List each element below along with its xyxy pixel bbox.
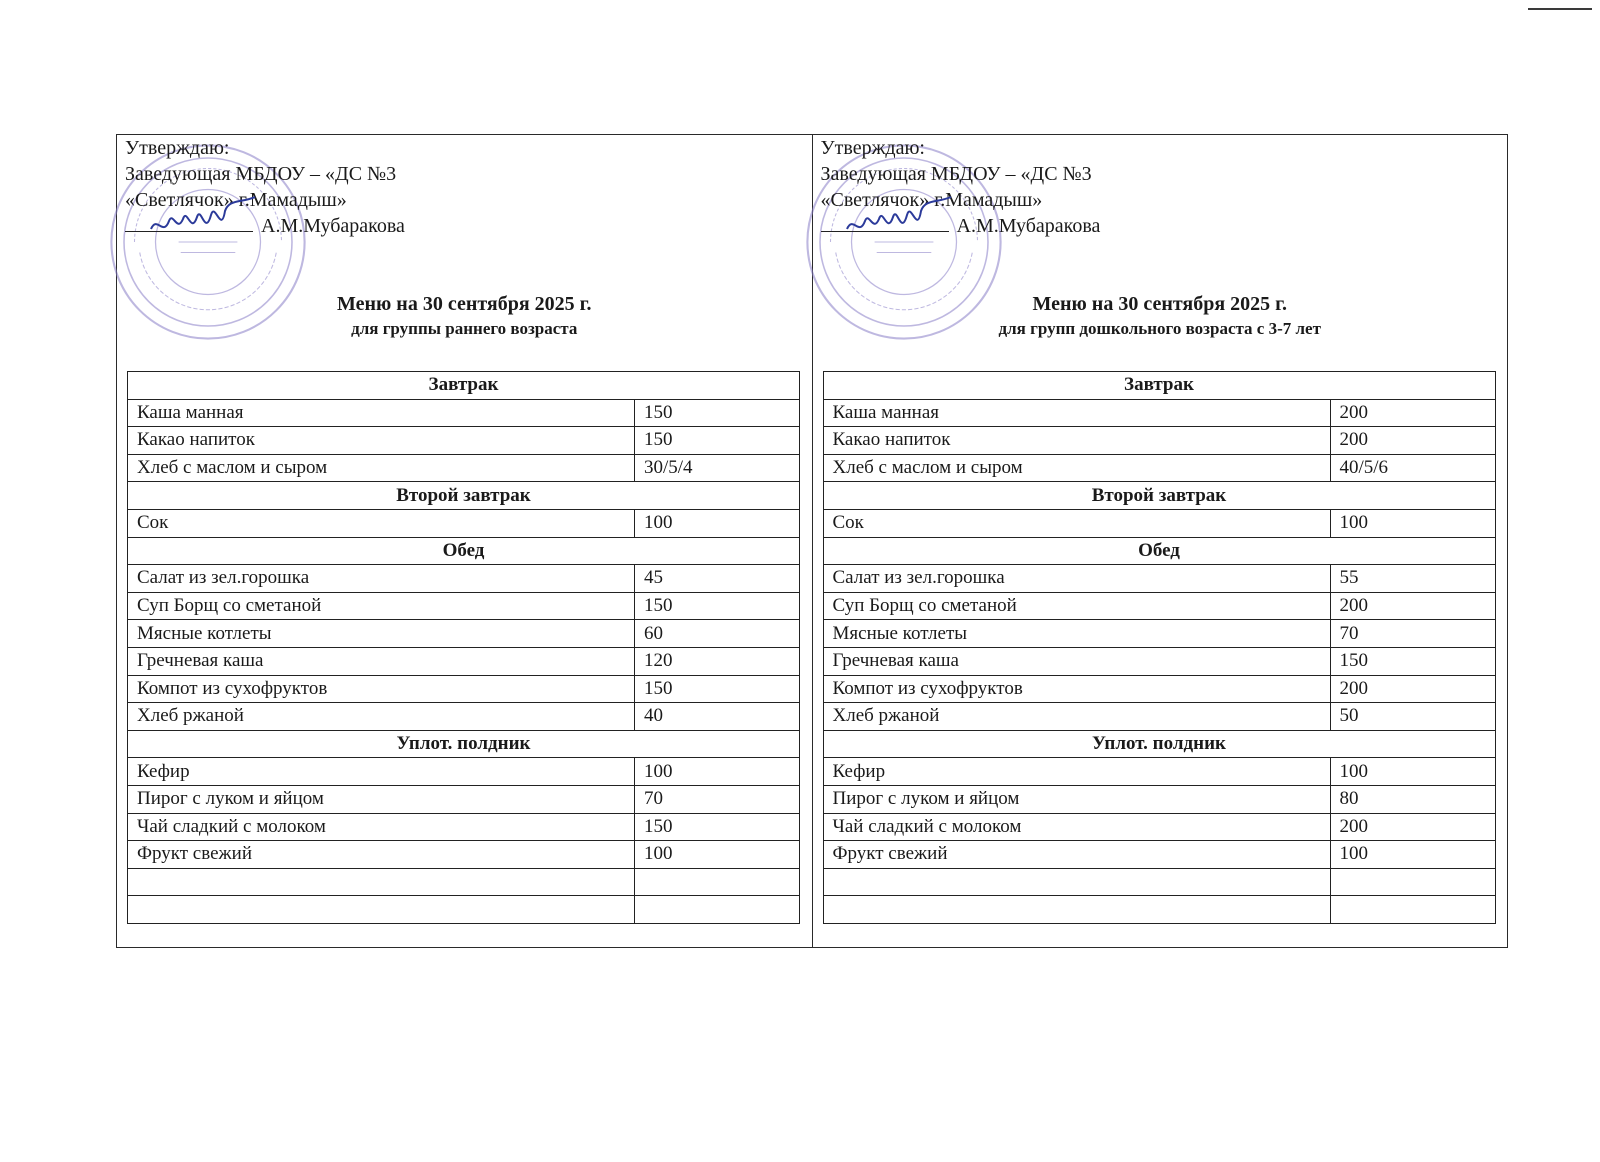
menu-item-row [823,813,1495,841]
menu-item-row [128,592,800,620]
dish-name: Салат из зел.горошка [128,565,635,593]
menu-title: Меню на 30 сентября 2025 г. [1032,293,1287,315]
portion-size [1330,868,1495,896]
menu-title-block [813,291,1508,341]
menu-item-row [128,427,800,455]
dish-name: Хлеб ржаной [128,703,635,731]
portion-size: 150 [635,592,800,620]
section-header-row [823,537,1495,565]
menu-item-row [128,399,800,427]
menu-item-row [128,868,800,896]
menu-table [127,371,800,924]
scan-edge-mark [1528,8,1592,10]
section-title: Завтрак [128,372,800,400]
approval-block [821,135,1101,239]
menu-item-row [128,703,800,731]
dish-name: Гречневая каша [823,647,1330,675]
portion-size: 200 [1330,399,1495,427]
portion-size [635,896,800,924]
portion-size: 120 [635,647,800,675]
portion-size: 150 [1330,647,1495,675]
menu-title-block [117,291,812,341]
portion-size: 200 [1330,813,1495,841]
section-title: Обед [128,537,800,565]
portion-size [1330,896,1495,924]
portion-size: 30/5/4 [635,454,800,482]
dish-name: Фрукт свежий [823,841,1330,869]
portion-size: 50 [1330,703,1495,731]
menu-subtitle: для группы раннего возраста [351,319,578,338]
menu-item-row [823,399,1495,427]
section-header-row [823,482,1495,510]
menu-item-row [823,592,1495,620]
menu-item-row [823,868,1495,896]
dish-name: Фрукт свежий [128,841,635,869]
section-title: Обед [823,537,1495,565]
section-header-row [128,537,800,565]
approval-heading: Утверждаю: [820,137,925,159]
menu-item-row [823,647,1495,675]
section-header-row [823,372,1495,400]
section-header-row [128,372,800,400]
menu-item-row [128,565,800,593]
section-title: Уплот. полдник [128,730,800,758]
approval-organization: «Светлячок» г.Мамадыш» [125,189,347,211]
portion-size: 100 [635,841,800,869]
portion-size [635,868,800,896]
approval-position: Заведующая МБДОУ – «ДС №3 [820,163,1092,185]
portion-size: 150 [635,399,800,427]
dish-name [823,896,1330,924]
portion-size: 80 [1330,785,1495,813]
approval-position: Заведующая МБДОУ – «ДС №3 [125,163,397,185]
portion-size: 200 [1330,675,1495,703]
dish-name: Сок [823,509,1330,537]
menu-item-row [128,785,800,813]
signature-line [125,213,253,232]
menu-item-row [128,675,800,703]
dish-name: Каша манная [823,399,1330,427]
dish-name: Суп Борщ со сметаной [128,592,635,620]
portion-size: 40 [635,703,800,731]
portion-size: 70 [1330,620,1495,648]
portion-size: 200 [1330,592,1495,620]
section-header-row [128,730,800,758]
section-title: Уплот. полдник [823,730,1495,758]
portion-size: 100 [1330,509,1495,537]
menu-item-row [823,675,1495,703]
portion-size: 60 [635,620,800,648]
dish-name [128,868,635,896]
portion-size: 55 [1330,565,1495,593]
dish-name: Чай сладкий с молоком [128,813,635,841]
signature-line [821,213,949,232]
menu-item-row [823,896,1495,924]
approval-organization: «Светлячок» г.Мамадыш» [820,189,1043,211]
section-title: Второй завтрак [128,482,800,510]
menu-item-row [823,758,1495,786]
dish-name [823,868,1330,896]
menu-item-row [128,813,800,841]
dish-name: Пирог с луком и яйцом [128,785,635,813]
menu-item-row [128,620,800,648]
menu-item-row [823,620,1495,648]
approval-signature-row [821,213,1101,239]
menu-item-row [128,896,800,924]
menu-item-row [823,785,1495,813]
approval-signer: А.М.Мубаракова [261,215,405,237]
approval-heading: Утверждаю: [125,137,230,159]
menu-item-row [823,841,1495,869]
dish-name: Хлеб с маслом и сыром [823,454,1330,482]
portion-size: 150 [635,427,800,455]
portion-size: 45 [635,565,800,593]
menu-item-row [128,841,800,869]
menu-item-row [823,454,1495,482]
portion-size: 150 [635,813,800,841]
dish-name: Мясные котлеты [823,620,1330,648]
menu-item-row [128,647,800,675]
dish-name: Пирог с луком и яйцом [823,785,1330,813]
portion-size: 100 [1330,841,1495,869]
portion-size: 100 [635,509,800,537]
dish-name: Какао напиток [128,427,635,455]
dish-name: Чай сладкий с молоком [823,813,1330,841]
dish-name: Хлеб ржаной [823,703,1330,731]
section-header-row [823,730,1495,758]
section-header-row [128,482,800,510]
dish-name: Какао напиток [823,427,1330,455]
dish-name: Салат из зел.горошка [823,565,1330,593]
dish-name: Суп Борщ со сметаной [823,592,1330,620]
section-title: Второй завтрак [823,482,1495,510]
approval-block [125,135,405,239]
dish-name: Гречневая каша [128,647,635,675]
approval-signer: А.М.Мубаракова [956,215,1101,237]
approval-signature-row [125,213,405,239]
menu-title: Меню на 30 сентября 2025 г. [337,293,592,315]
portion-size: 70 [635,785,800,813]
portion-size: 100 [635,758,800,786]
menu-item-row [823,565,1495,593]
menu-item-row [823,427,1495,455]
section-title: Завтрак [823,372,1495,400]
menu-sheet [116,134,1508,948]
dish-name: Каша манная [128,399,635,427]
dish-name: Хлеб с маслом и сыром [128,454,635,482]
menu-subtitle: для групп дошкольного возраста с 3-7 лет [998,319,1321,338]
panel-left [117,135,812,947]
portion-size: 150 [635,675,800,703]
portion-size: 40/5/6 [1330,454,1495,482]
menu-item-row [823,703,1495,731]
menu-item-row [128,454,800,482]
dish-name: Сок [128,509,635,537]
menu-table [823,371,1496,924]
menu-item-row [128,758,800,786]
panel-right [812,135,1508,947]
portion-size: 200 [1330,427,1495,455]
menu-item-row [128,509,800,537]
dish-name: Кефир [128,758,635,786]
dish-name [128,896,635,924]
menu-item-row [823,509,1495,537]
dish-name: Компот из сухофруктов [128,675,635,703]
dish-name: Компот из сухофруктов [823,675,1330,703]
portion-size: 100 [1330,758,1495,786]
dish-name: Мясные котлеты [128,620,635,648]
dish-name: Кефир [823,758,1330,786]
